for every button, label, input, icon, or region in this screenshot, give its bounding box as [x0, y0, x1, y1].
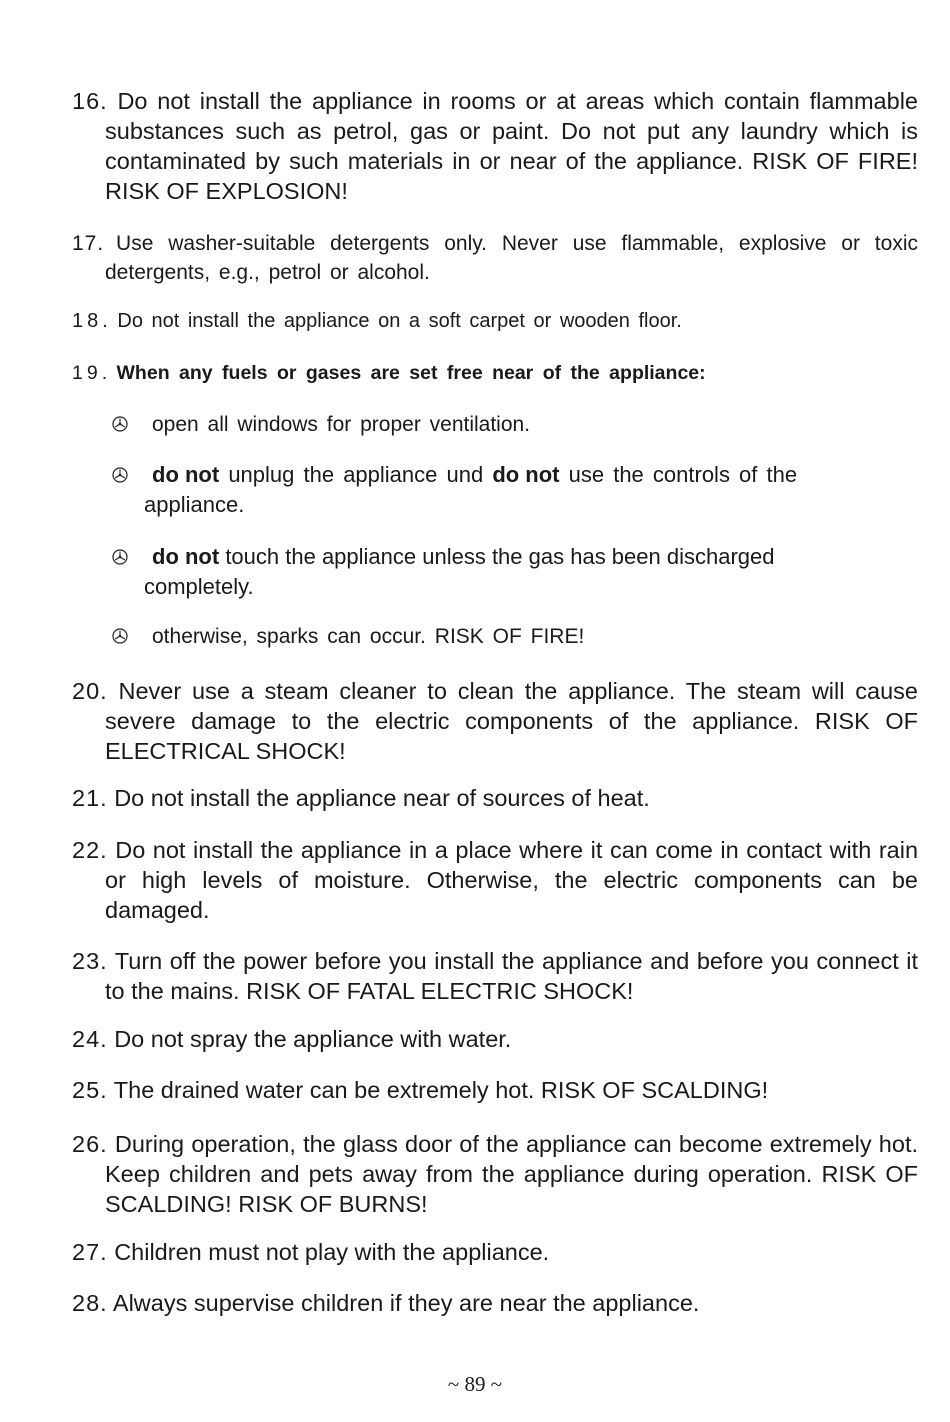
- item-text: Always supervise children if they are near the appliance.: [112, 1290, 700, 1316]
- safety-item-21: [72, 783, 918, 813]
- page-number: ~ 89 ~: [447, 1372, 503, 1396]
- item-text: Turn off the power before you install the appliance and before you connect it to the mains. RISK OF FATAL ELECTRIC SHOCK!: [105, 948, 918, 1004]
- item-text: Do not spray the appliance with water.: [114, 1026, 512, 1052]
- safety-item-16: [72, 86, 918, 206]
- bullet-text: unplug the appliance und: [219, 462, 493, 487]
- safety-item-17: [72, 229, 918, 287]
- item-number: 20.: [72, 678, 108, 704]
- item-text: Do not install the appliance in rooms or at areas which contain flammable substances such as petrol, gas or paint. Do not put any laundry which is contaminated by such materials in or near of the appliance. RISK OF FIRE! RISK OF EXPLOSION!: [105, 88, 918, 204]
- safety-item-20: [72, 676, 918, 766]
- fan-symbol-icon: [112, 549, 128, 565]
- fan-symbol-icon: [112, 628, 128, 644]
- item-number: 23.: [72, 948, 108, 974]
- item-text: The drained water can be extremely hot. RISK OF SCALDING!: [113, 1077, 769, 1103]
- safety-item-18: [72, 307, 918, 335]
- item-number: 26.: [72, 1131, 108, 1157]
- item-text: Do not install the appliance in a place where it can come in contact with rain or high levels of moisture. Otherwise, the electric components can be damaged.: [105, 837, 919, 923]
- fan-symbol-icon: [112, 416, 128, 432]
- safety-item-25: [72, 1075, 918, 1105]
- item-number: 24.: [72, 1026, 108, 1052]
- bullet-continuation: completely.: [144, 574, 254, 599]
- item-text: Do not install the appliance on a soft carpet or wooden floor.: [117, 310, 682, 332]
- bullet-bold-text: do not: [152, 462, 220, 487]
- item-number: 16.: [72, 88, 108, 114]
- item-number: 28.: [72, 1290, 108, 1316]
- bullet-do-not-unplug: [112, 460, 885, 520]
- safety-item-22: [72, 835, 918, 925]
- bullet-do-not-touch: [112, 542, 885, 602]
- item-number: 22.: [72, 837, 108, 863]
- bullet-sparks: [112, 622, 885, 652]
- item-number: 18.: [72, 310, 112, 332]
- item-text: Use washer-suitable detergents only. Never use flammable, explosive or toxic detergents, e.g., petrol or alcohol.: [105, 232, 918, 284]
- item-text: Never use a steam cleaner to clean the appliance. The steam will cause severe damage to the electric components of the appliance. RISK OF ELECTRICAL SHOCK!: [105, 678, 918, 764]
- item-number: 27.: [72, 1239, 108, 1265]
- safety-item-26: [72, 1129, 918, 1219]
- item-text: During operation, the glass door of the appliance can become extremely hot. Keep children and pets away from the appliance during operation. RISK OF SCALDING! RISK OF BURNS!: [105, 1131, 918, 1217]
- item-text: When any fuels or gases are set free near of the appliance:: [116, 362, 706, 384]
- item-number: 21.: [72, 785, 108, 811]
- safety-item-27: [72, 1237, 918, 1267]
- bullet-bold-text: do not: [152, 544, 220, 569]
- bullet-ventilation: [112, 410, 885, 440]
- safety-item-23: [72, 946, 918, 1006]
- item-text: Children must not play with the appliance.: [114, 1239, 550, 1265]
- bullet-text: otherwise, sparks can occur. RISK OF FIRE!: [152, 625, 585, 648]
- item-text: Do not install the appliance near of sources of heat.: [114, 785, 650, 811]
- bullet-bold-text: do not: [492, 462, 560, 487]
- safety-item-19: [72, 359, 918, 387]
- item-number: 17.: [72, 232, 105, 255]
- item-number: 25.: [72, 1077, 108, 1103]
- bullet-text: use the controls of the: [559, 462, 798, 487]
- fan-symbol-icon: [112, 467, 128, 483]
- item-number: 19.: [72, 362, 112, 384]
- bullet-continuation: appliance.: [144, 492, 245, 517]
- safety-item-24: [72, 1024, 918, 1054]
- safety-item-28: [72, 1288, 918, 1318]
- bullet-text: touch the appliance unless the gas has been discharged: [219, 544, 775, 569]
- bullet-text: open all windows for proper ventilation.: [152, 413, 531, 436]
